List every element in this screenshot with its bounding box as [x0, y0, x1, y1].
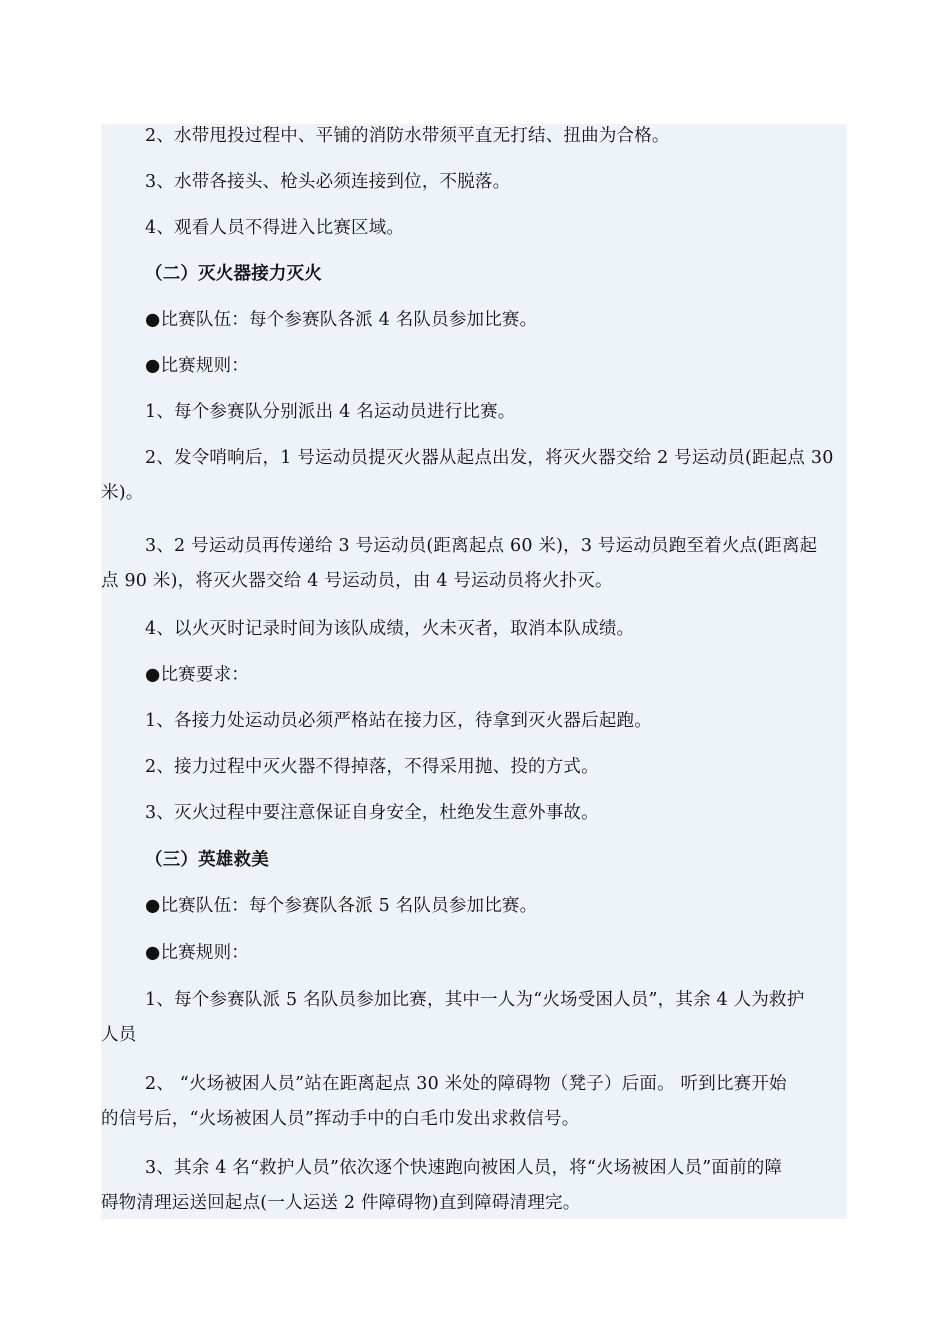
- paragraph-line: 米)。: [101, 483, 144, 503]
- paragraph-relay-requirements-label: ●比赛要求：: [145, 665, 249, 685]
- section-heading-hero-rescue: （三）英雄救美: [145, 850, 269, 870]
- paragraph-line: 人员: [101, 1025, 137, 1045]
- paragraph-line: 点 90 米)，将灭火器交给 4 号运动员，由 4 号运动员将火扑灭。: [101, 571, 613, 591]
- paragraph-spectators: 4、观看人员不得进入比赛区域。: [145, 218, 405, 238]
- paragraph-relay-teams: ●比赛队伍：每个参赛队各派 4 名队员参加比赛。: [145, 310, 538, 330]
- paragraph-line: 3、2 号运动员再传递给 3 号运动员(距离起点 60 米)，3 号运动员跑至着火点(距离起: [145, 536, 818, 556]
- paragraph-hose-flat: 2、水带甩投过程中、平铺的消防水带须平直无打结、扭曲为合格。: [145, 126, 670, 146]
- paragraph-hose-joints: 3、水带各接头、枪头必须连接到位，不脱落。: [145, 172, 511, 192]
- paragraph-rescue-teams: ●比赛队伍：每个参赛队各派 5 名队员参加比赛。: [145, 896, 538, 916]
- paragraph-line: 3、其余 4 名“救护人员”依次逐个快速跑向被困人员，将“火场被困人员”面前的障: [145, 1158, 783, 1178]
- paragraph-relay-rules-label: ●比赛规则：: [145, 356, 249, 376]
- paragraph-rescue-rule-2: [101, 1067, 847, 1137]
- paragraph-rescue-rule-3: [101, 1151, 847, 1221]
- paragraph-line: 1、每个参赛队派 5 名队员参加比赛，其中一人为“火场受困人员”，其余 4 人为救护: [145, 990, 805, 1010]
- paragraph-relay-requirement-1: 1、各接力处运动员必须严格站在接力区，待拿到灭火器后起跑。: [145, 711, 652, 731]
- paragraph-relay-requirement-3: 3、灭火过程中要注意保证自身安全，杜绝发生意外事故。: [145, 803, 599, 823]
- paragraph-relay-rule-1: 1、每个参赛队分别派出 4 名运动员进行比赛。: [145, 402, 516, 422]
- paragraph-relay-rule-3: [101, 529, 847, 599]
- paragraph-line: 2、发令哨响后，1 号运动员提灭火器从起点出发，将灭火器交给 2 号运动员(距起点 30: [145, 448, 834, 468]
- paragraph-rescue-rule-1: [101, 983, 847, 1053]
- paragraph-relay-requirement-2: 2、接力过程中灭火器不得掉落，不得采用抛、投的方式。: [145, 757, 599, 777]
- paragraph-relay-rule-4: 4、以火灭时记录时间为该队成绩，火未灭者，取消本队成绩。: [145, 619, 635, 639]
- paragraph-line: 碍物清理运送回起点(一人运送 2 件障碍物)直到障碍清理完。: [101, 1193, 581, 1213]
- section-heading-extinguisher-relay: （二）灭火器接力灭火: [145, 264, 322, 284]
- paragraph-relay-rule-2: [101, 441, 847, 511]
- paragraph-line: 的信号后，“火场被困人员”挥动手中的白毛巾发出求救信号。: [101, 1109, 580, 1129]
- paragraph-line: 2、 “火场被困人员”站在距离起点 30 米处的障碍物（凳子）后面。 听到比赛开始: [145, 1074, 787, 1094]
- paragraph-rescue-rules-label: ●比赛规则：: [145, 943, 249, 963]
